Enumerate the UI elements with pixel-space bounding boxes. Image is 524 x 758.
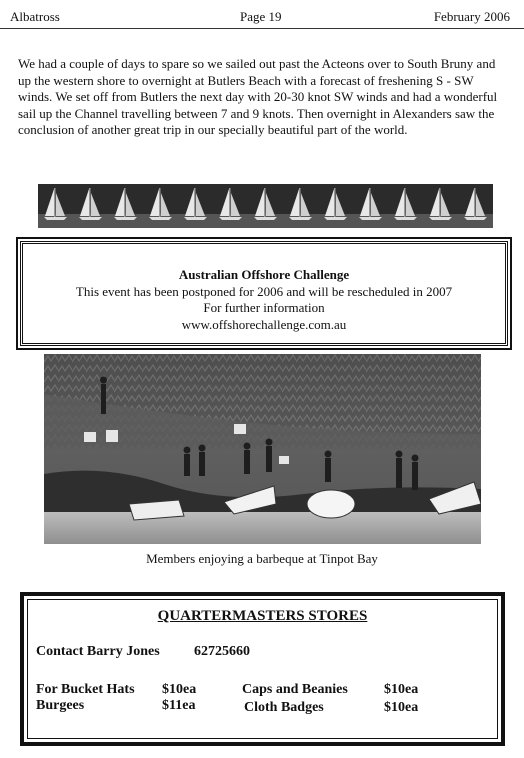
item-price: $10ea bbox=[384, 700, 419, 715]
quartermasters-title: QUARTERMASTERS STORES bbox=[157, 608, 368, 624]
page-number: Page 19 bbox=[240, 9, 282, 24]
intro-paragraph: We had a couple of days to spare so we sailed out past the Acteons over to South Bruny and up the western shore to overnight at Butlers Beach with a forecast of freshening S - SW winds. We set off from Butlers the next day with 20-30 knot SW winds and had a wonderful sail up the Channel travelling between 7 and 9 knots. Then overnight in Alexanders saw the conclusion of another great trip in our specially beautiful part of the world. bbox=[18, 56, 498, 138]
item-price: $10ea bbox=[384, 682, 419, 697]
offshore-website-link[interactable]: www.offshorechallenge.com.au bbox=[181, 316, 347, 332]
item-name: Caps and Beanies bbox=[242, 682, 348, 697]
newsletter-name: Albatross bbox=[10, 9, 60, 24]
offshore-title: Australian Offshore Challenge bbox=[178, 267, 350, 282]
item-name: Cloth Badges bbox=[244, 700, 324, 715]
photo-caption: Members enjoying a barbeque at Tinpot Bay bbox=[146, 551, 378, 566]
quartermasters-stores-box bbox=[20, 592, 505, 746]
page-header bbox=[0, 0, 524, 29]
barbeque-photo-image bbox=[44, 354, 481, 544]
contact-phone: 62725660 bbox=[194, 644, 250, 659]
offshore-challenge-notice bbox=[20, 241, 508, 346]
sailboat-pattern-image bbox=[38, 184, 493, 228]
item-name: Burgees bbox=[36, 698, 85, 713]
item-name: For Bucket Hats bbox=[36, 682, 135, 697]
barbeque-photo bbox=[44, 354, 481, 544]
sailboat-divider-strip bbox=[38, 184, 493, 228]
issue-date: February 2006 bbox=[433, 9, 510, 24]
offshore-postponed-text: This event has been postponed for 2006 and will be rescheduled in 2007 bbox=[75, 283, 453, 299]
offshore-info-text: For further information bbox=[203, 300, 325, 315]
contact-name: Contact Barry Jones bbox=[36, 644, 160, 659]
item-price: $10ea bbox=[162, 682, 197, 697]
item-price: $11ea bbox=[162, 698, 196, 713]
